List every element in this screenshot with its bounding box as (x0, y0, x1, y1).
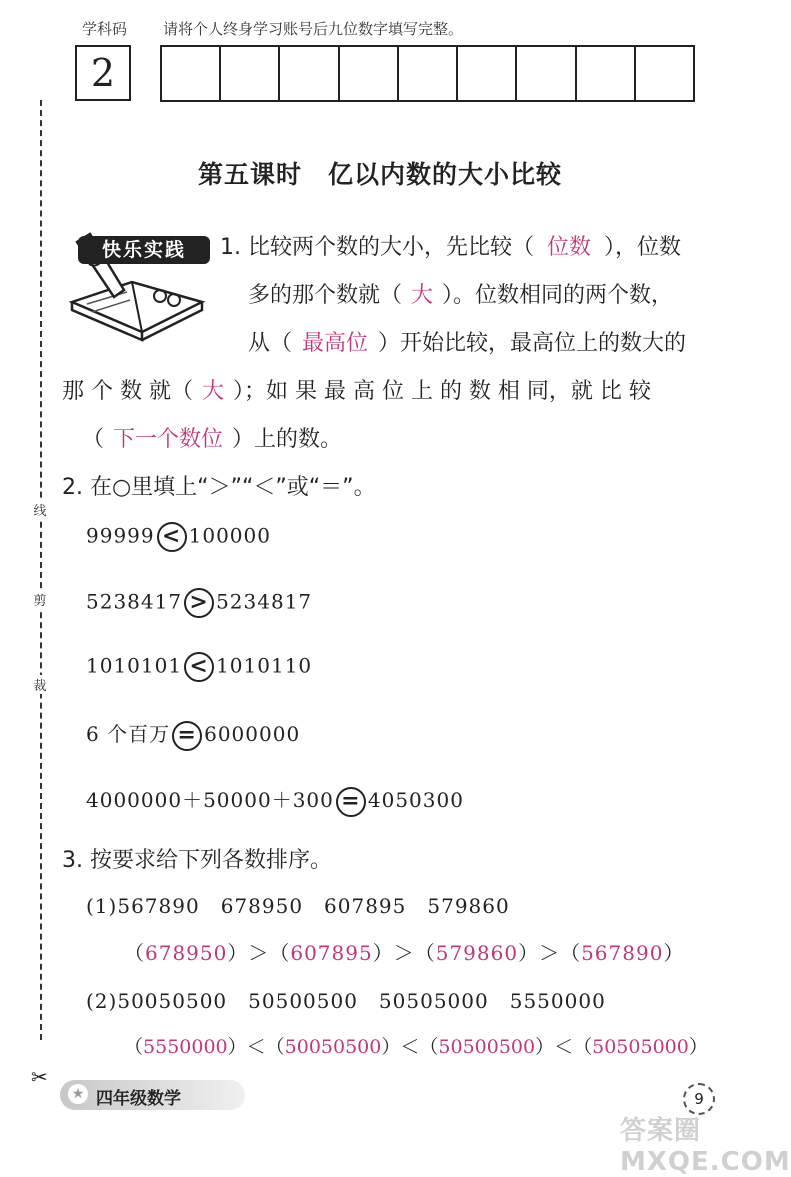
compare-right: 4050300 (367, 788, 464, 812)
id-digit-box[interactable] (221, 47, 280, 100)
compare-sign-circle[interactable]: = (172, 721, 202, 751)
compare-left: 99999 (86, 523, 155, 548)
sorted-answer: 567890 (581, 941, 664, 965)
q1-answer-bigger: 大 (411, 283, 434, 308)
compare-row-4 (86, 718, 300, 751)
compare-right: 100000 (188, 523, 271, 548)
q1-line-3 (248, 326, 686, 357)
q1-text: ）；如 果 最 高 位 上 的 数 相 同，就 比 较 (232, 379, 651, 404)
q1-answer-digits: 位数 (546, 235, 591, 260)
q3-part-label: (1) (86, 894, 118, 918)
compare-sign-circle[interactable]: < (157, 522, 187, 552)
q1-text: （ (82, 427, 105, 452)
q1-answer-next-place: 下一个数位 (113, 427, 224, 452)
q1-text: 1. 比较两个数的大小，先比较（ (220, 235, 534, 260)
separator: ）＞（ (372, 941, 436, 965)
id-digit-box[interactable] (399, 47, 458, 100)
id-digit-box[interactable] (636, 47, 693, 100)
q1-text: 从（ (248, 331, 293, 356)
cut-line (40, 100, 42, 1040)
subject-code-label: 学科码 (82, 20, 128, 38)
id-digit-box[interactable] (280, 47, 339, 100)
paren: （ (124, 1036, 144, 1058)
id-digit-box[interactable] (162, 47, 221, 100)
compare-sign-circle[interactable]: < (184, 652, 214, 682)
compare-row-2 (86, 588, 312, 618)
q3-number-list: 567890 678950 607895 579860 (117, 894, 510, 918)
q3-part1-numbers (86, 890, 510, 919)
compare-left: 1010101 (86, 653, 183, 678)
sorted-answer: 5550000 (143, 1036, 228, 1058)
compare-right: 6000000 (204, 722, 301, 746)
q3-part2-numbers (86, 985, 606, 1014)
footer-book-tag (60, 1080, 245, 1110)
id-digit-box[interactable] (577, 47, 636, 100)
q1-text: ）上的数。 (232, 427, 343, 452)
watermark: 答案圈 MXQE.COM (620, 1116, 791, 1177)
paren: ） (688, 1036, 708, 1058)
scissors-icon: ✂ (31, 1065, 48, 1089)
compare-right: 1010110 (216, 653, 313, 678)
compare-sign-circle[interactable]: = (336, 787, 366, 817)
compare-row-3 (86, 652, 312, 682)
compare-left: 4000000＋50000＋300 (86, 788, 334, 812)
lesson-title: 第五课时 亿以内数的大小比较 (197, 160, 562, 189)
sorted-answer: 50050500 (284, 1036, 382, 1058)
q1-line-1 (220, 230, 681, 261)
cut-line-char: 剪 (31, 590, 49, 609)
q1-text: 那 个 数 就（ (62, 379, 193, 404)
compare-right: 5234817 (216, 589, 313, 614)
separator: ）＞（ (518, 941, 582, 965)
sorted-answer: 50505000 (592, 1036, 689, 1058)
q2-title: 2. 在○里填上“＞”“＜”或“＝”。 (62, 475, 376, 500)
compare-left: 5238417 (86, 589, 183, 614)
happy-practice-badge: 快乐实践 (78, 236, 210, 264)
account-id-boxes[interactable] (160, 45, 695, 102)
id-digit-box[interactable] (517, 47, 576, 100)
q3-title: 3. 按要求给下列各数排序。 (62, 848, 332, 873)
page-number: 9 (683, 1083, 715, 1115)
cut-line-char: 线 (31, 500, 49, 519)
compare-left: 6 个百万 (86, 722, 171, 746)
star-icon: ★ (68, 1084, 88, 1104)
id-digit-box[interactable] (340, 47, 399, 100)
q1-line-2 (248, 278, 673, 309)
separator: ）＞（ (227, 941, 291, 965)
separator: ）＜（ (381, 1036, 439, 1058)
q3-part-label: (2) (86, 989, 118, 1013)
footer-book-title: 四年级数学 (96, 1089, 181, 1109)
separator: ）＜（ (227, 1036, 285, 1058)
separator: ）＜（ (535, 1036, 593, 1058)
compare-sign-circle[interactable]: > (184, 588, 214, 618)
q1-text: ）开始比较，最高位上的数大的 (378, 331, 687, 356)
sorted-answer: 607895 (290, 941, 373, 965)
compare-row-5 (86, 784, 464, 817)
q1-text: ）。位数相同的两个数， (442, 283, 674, 308)
paren: （ (124, 941, 145, 965)
q3-number-list: 50050500 50500500 50505000 5550000 (117, 989, 606, 1013)
q1-text: 多的那个数就（ (248, 283, 403, 308)
q1-text: ），位数 (603, 235, 681, 260)
q1-answer-highest-place: 最高位 (302, 331, 369, 356)
cut-line-char: 裁 (31, 675, 49, 694)
sorted-answer: 50500500 (438, 1036, 536, 1058)
sorted-answer: 579860 (435, 941, 519, 965)
paren: ） (663, 941, 685, 965)
id-digit-box[interactable] (458, 47, 517, 100)
instruction-text: 请将个人终身学习账号后九位数字填写完整。 (163, 20, 464, 38)
q1-line-5 (82, 422, 342, 453)
compare-row-1 (86, 522, 271, 552)
q3-part1-answer (124, 937, 684, 966)
q1-line-4 (62, 374, 651, 405)
subject-code-box: 2 (75, 45, 131, 101)
q1-answer-bigger-2: 大 (201, 379, 224, 404)
q3-part2-answer (124, 1032, 708, 1059)
sorted-answer: 678950 (145, 941, 228, 965)
